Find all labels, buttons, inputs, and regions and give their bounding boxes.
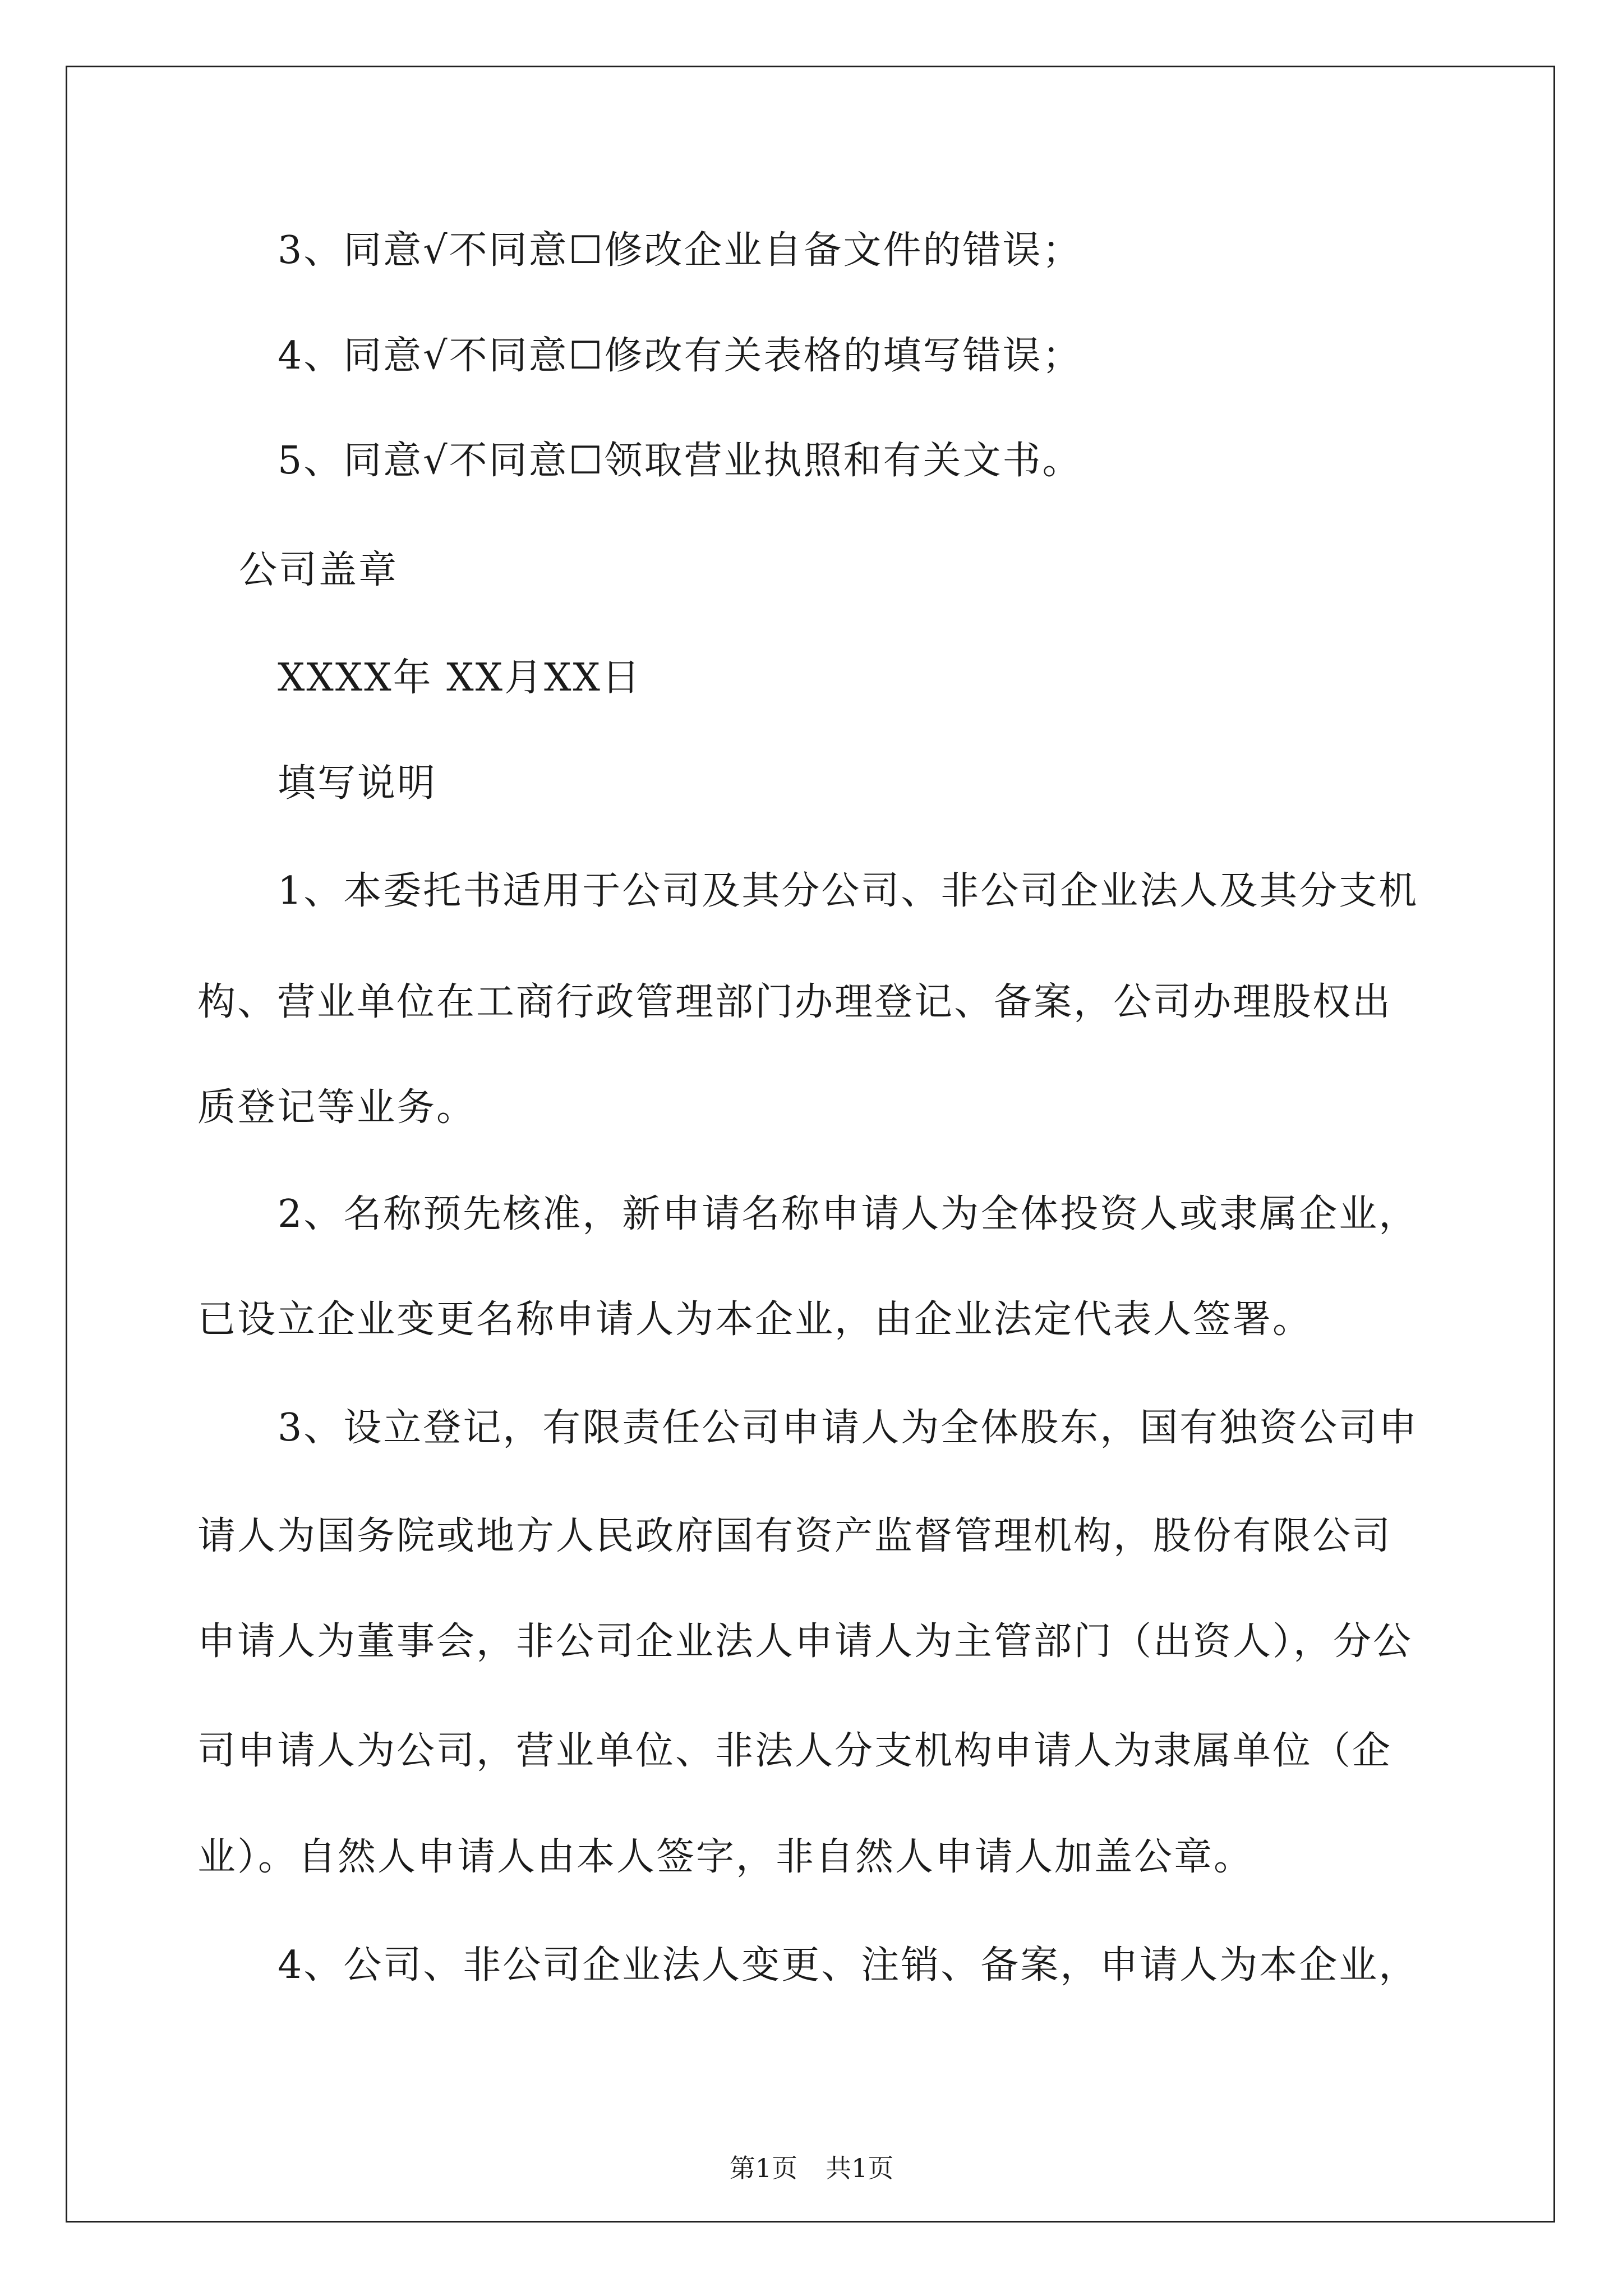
page-number-total: 共1页 (826, 2153, 894, 2183)
instruction-1-line-2: 构、营业单位在工商行政管理部门办理登记、备案，公司办理股权出 (197, 980, 1393, 1024)
page-number-current: 第1页 (729, 2153, 797, 2183)
instruction-1-line-1: 1、本委托书适用于公司及其分公司、非公司企业法人及其分支机 (278, 869, 1419, 913)
instruction-4-line-1: 4、公司、非公司企业法人变更、注销、备案，申请人为本企业， (278, 1943, 1419, 1987)
consent-item-4: 4、同意√不同意☐修改有关表格的填写错误； (278, 334, 1082, 378)
instruction-3-line-2: 请人为国务院或地方人民政府国有资产监督管理机构，股份有限公司 (197, 1514, 1393, 1558)
instruction-3-line-5: 业）。自然人申请人由本人签字，非自然人申请人加盖公章。 (197, 1835, 1254, 1879)
page-border (66, 66, 1555, 2223)
instruction-3-line-1: 3、设立登记，有限责任公司申请人为全体股东，国有独资公司申 (278, 1406, 1419, 1450)
instruction-1-line-3: 质登记等业务。 (197, 1085, 477, 1130)
instruction-2-line-1: 2、名称预先核准，新申请名称申请人为全体投资人或隶属企业， (278, 1192, 1419, 1236)
instruction-2-line-2: 已设立企业变更名称申请人为本企业，由企业法定代表人签署。 (197, 1297, 1313, 1342)
consent-item-3: 3、同意√不同意☐修改企业自备文件的错误； (278, 228, 1082, 273)
consent-item-5: 5、同意√不同意☐领取营业执照和有关文书。 (278, 439, 1082, 483)
instruction-3-line-3: 申请人为董事会，非公司企业法人申请人为主管部门（出资人），分公 (197, 1619, 1413, 1664)
company-seal-label: 公司盖章 (239, 548, 399, 592)
date-line: XXXX年 XX月XX日 (278, 656, 642, 700)
page-footer (0, 2155, 1623, 2181)
instructions-heading: 填写说明 (278, 761, 437, 806)
instruction-3-line-4: 司申请人为公司，营业单位、非法人分支机构申请人为隶属单位（企 (197, 1729, 1393, 1773)
